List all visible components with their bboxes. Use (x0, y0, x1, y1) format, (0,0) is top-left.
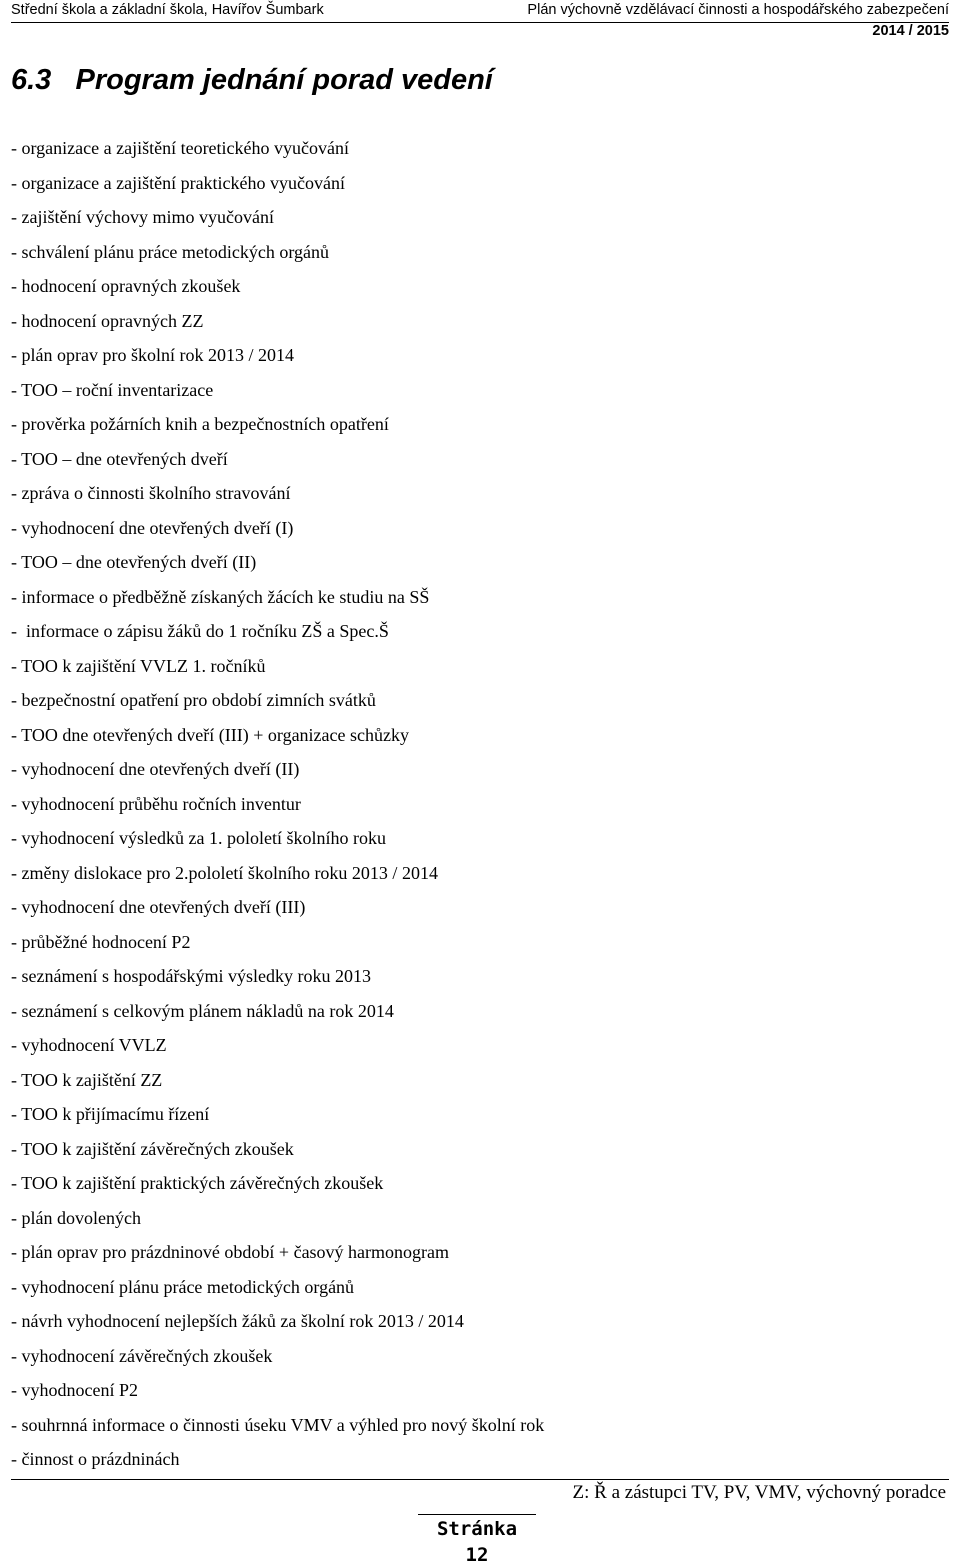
agenda-item: - hodnocení opravných zkoušek (11, 276, 241, 296)
agenda-item: - TOO k zajištění VVLZ 1. ročníků (11, 655, 266, 676)
page-number: 12 (465, 1544, 489, 1566)
header-divider (11, 22, 949, 23)
agenda-item: - změny dislokace pro 2.pololetí školního roku 2013 / 2014 (11, 862, 438, 883)
agenda-item: - seznámení s celkovým plánem nákladů na rok 2014 (11, 1000, 394, 1021)
agenda-item: - prověrka požárních knih a bezpečnostních opatření (11, 414, 389, 434)
agenda-item: - vyhodnocení dne otevřených dveří (I) (11, 517, 294, 538)
agenda-item: - informace o zápisu žáků do 1 ročníku ZŠ a Spec.Š (11, 621, 389, 641)
agenda-item: - plán oprav pro školní rok 2013 / 2014 (11, 345, 294, 365)
section-title: 6.3 Program jednání porad vedení (11, 64, 493, 96)
agenda-item: - zpráva o činnosti školního stravování (11, 483, 291, 503)
agenda-item: - informace o předběžně získaných žácích ke studiu na SŠ (11, 586, 430, 607)
agenda-item: - TOO – dne otevřených dveří (II) (11, 552, 257, 572)
page-number-box (418, 1514, 536, 1568)
agenda-item: - vyhodnocení plánu práce metodických orgánů (11, 1276, 355, 1297)
agenda-item: - vyhodnocení VVLZ (11, 1035, 167, 1055)
agenda-item: - TOO dne otevřených dveří (III) + organizace schůzky (11, 724, 409, 745)
responsible-note: Z: Ř a zástupci TV, PV, VMV, výchovný poradce (572, 1482, 946, 1503)
agenda-item: - průběžné hodnocení P2 (11, 931, 191, 952)
agenda-item: - návrh vyhodnocení nejlepších žáků za školní rok 2013 / 2014 (11, 1311, 464, 1331)
agenda-item: - organizace a zajištění teoretického vyučování (11, 138, 350, 158)
agenda-item: - vyhodnocení výsledků za 1. pololetí školního roku (11, 828, 386, 848)
agenda-item: - vyhodnocení dne otevřených dveří (II) (11, 759, 300, 779)
agenda-list (11, 134, 544, 1480)
agenda-item: - TOO – dne otevřených dveří (11, 448, 228, 469)
agenda-item: - plán oprav pro prázdninové období + časový harmonogram (11, 1242, 450, 1262)
header-plan-title: Plán výchovně vzdělávací činnosti a hospodářského zabezpečení (527, 2, 949, 18)
agenda-item: - bezpečnostní opatření pro období zimních svátků (11, 690, 376, 710)
agenda-item: - schválení plánu práce metodických orgánů (11, 241, 330, 262)
footer-divider (11, 1479, 949, 1480)
agenda-item: - vyhodnocení závěrečných zkoušek (11, 1345, 273, 1366)
agenda-item: - organizace a zajištění praktického vyučování (11, 172, 346, 193)
agenda-item: - vyhodnocení dne otevřených dveří (III) (11, 897, 306, 917)
header-school-name: Střední škola a základní škola, Havířov Šumbark (11, 2, 324, 18)
header-year: 2014 / 2015 (872, 23, 949, 39)
agenda-item: - souhrnná informace o činnosti úseku VMV a výhled pro nový školní rok (11, 1414, 545, 1435)
agenda-item: - TOO – roční inventarizace (11, 379, 214, 400)
agenda-item: - činnost o prázdninách (11, 1449, 180, 1469)
agenda-item: - seznámení s hospodářskými výsledky roku 2013 (11, 966, 371, 986)
agenda-item: - vyhodnocení průběhu ročních inventur (11, 793, 301, 814)
agenda-item: - zajištění výchovy mimo vyučování (11, 207, 274, 227)
agenda-item: - plán dovolených (11, 1207, 141, 1228)
agenda-item: - TOO k zajištění ZZ (11, 1069, 163, 1090)
agenda-item: - vyhodnocení P2 (11, 1380, 138, 1400)
agenda-item: - hodnocení opravných ZZ (11, 310, 204, 331)
agenda-item: - TOO k přijímacímu řízení (11, 1104, 210, 1124)
agenda-item: - TOO k zajištění praktických závěrečných zkoušek (11, 1173, 384, 1193)
agenda-item: - TOO k zajištění závěrečných zkoušek (11, 1138, 294, 1159)
page-label: Stránka (436, 1518, 518, 1540)
